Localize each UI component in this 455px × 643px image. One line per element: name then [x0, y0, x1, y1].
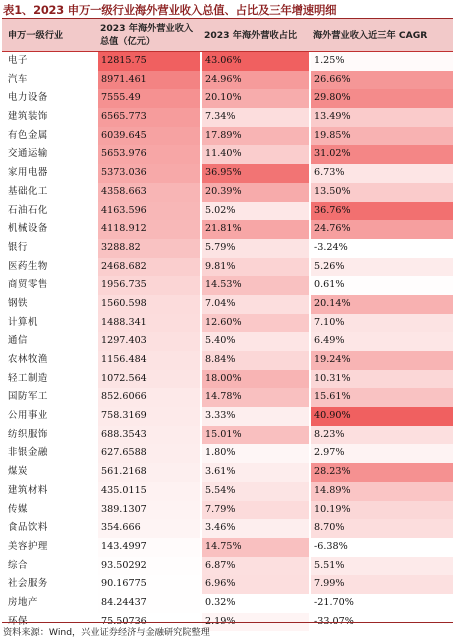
share-cell: 14.78% [202, 388, 309, 407]
table-row [2, 202, 453, 221]
table-row [2, 407, 453, 426]
revenue-cell: 4118.912 [98, 220, 200, 239]
share-cell: 15.01% [202, 426, 309, 445]
revenue-cell: 5373.036 [98, 164, 200, 183]
industry-cell: 美容护理 [8, 540, 48, 552]
industry-cell: 电子 [8, 55, 28, 66]
industry-cell: 计算机 [8, 316, 38, 328]
industry-cell: 综合 [8, 559, 28, 571]
share-cell: 0.32% [202, 594, 309, 613]
industry-cell: 银行 [8, 241, 28, 253]
cagr-cell: 10.31% [311, 370, 453, 389]
share-cell: 8.84% [202, 351, 309, 370]
cagr-cell: 0.61% [311, 276, 453, 295]
revenue-cell: 1156.484 [98, 351, 200, 370]
cagr-cell: 5.26% [311, 258, 453, 277]
share-cell: 7.34% [202, 108, 309, 127]
industry-cell: 商贸零售 [8, 279, 48, 291]
industry-cell: 机械设备 [8, 223, 48, 235]
industry-cell: 家用电器 [8, 167, 48, 179]
revenue-cell: 852.6066 [98, 388, 200, 407]
share-cell: 6.96% [202, 575, 309, 594]
share-cell: 14.53% [202, 276, 309, 295]
cagr-cell: 10.19% [311, 501, 453, 520]
share-cell: 3.61% [202, 463, 309, 482]
table-row [2, 183, 453, 202]
cagr-cell: 15.61% [311, 388, 453, 407]
share-cell: 9.81% [202, 258, 309, 277]
cagr-cell: 6.73% [311, 164, 453, 183]
industry-cell: 建筑材料 [8, 484, 48, 496]
share-cell: 14.75% [202, 538, 309, 557]
industry-cell: 建筑装饰 [8, 111, 48, 123]
revenue-cell: 2468.682 [98, 258, 200, 277]
table-row [2, 108, 453, 127]
cagr-cell: -3.24% [311, 239, 453, 258]
revenue-cell: 93.50292 [98, 557, 200, 576]
revenue-cell: 1488.341 [98, 314, 200, 333]
share-cell: 5.79% [202, 239, 309, 258]
cagr-cell: 14.89% [311, 482, 453, 501]
revenue-cell: 758.3169 [98, 407, 200, 426]
table-row [2, 258, 453, 277]
industry-cell: 社会服务 [8, 578, 48, 590]
cagr-cell: 26.66% [311, 71, 453, 90]
cagr-cell: 19.24% [311, 351, 453, 370]
table-row [2, 388, 453, 407]
revenue-cell: 3288.82 [98, 239, 200, 258]
revenue-cell: 4358.663 [98, 183, 200, 202]
cagr-cell: 24.76% [311, 220, 453, 239]
industry-cell: 交通运输 [8, 148, 48, 160]
share-cell: 20.10% [202, 89, 309, 108]
table-row [2, 463, 453, 482]
cagr-cell: 2.97% [311, 444, 453, 463]
revenue-cell: 1560.598 [98, 295, 200, 314]
table-row [2, 575, 453, 594]
cagr-cell: 31.02% [311, 145, 453, 164]
table-row [2, 276, 453, 295]
industry-cell: 传媒 [8, 503, 28, 515]
table-row [2, 314, 453, 333]
cagr-cell: 8.70% [311, 519, 453, 538]
header-revenue: 2023 年海外营业收入总值（亿元） [100, 23, 194, 47]
table-row [2, 239, 453, 258]
cagr-cell: 28.23% [311, 463, 453, 482]
table-row [2, 145, 453, 164]
table-row [2, 426, 453, 445]
cagr-cell: -21.70% [311, 594, 453, 613]
table-row [2, 594, 453, 613]
share-cell: 5.40% [202, 332, 309, 351]
industry-cell: 钢铁 [8, 297, 28, 309]
revenue-cell: 4163.596 [98, 202, 200, 221]
revenue-cell: 1956.735 [98, 276, 200, 295]
cagr-cell: 40.90% [311, 407, 453, 426]
revenue-cell: 435.0115 [98, 482, 200, 501]
share-cell: 24.96% [202, 71, 309, 90]
footer-divider [2, 622, 453, 623]
cagr-cell: 5.51% [311, 557, 453, 576]
cagr-cell: 36.76% [311, 202, 453, 221]
revenue-cell: 1072.564 [98, 370, 200, 389]
industry-cell: 汽车 [8, 73, 28, 85]
share-cell: 3.33% [202, 407, 309, 426]
revenue-cell: 688.3543 [98, 426, 200, 445]
share-cell: 1.80% [202, 444, 309, 463]
cagr-cell: -6.38% [311, 538, 453, 557]
revenue-cell: 143.4997 [98, 538, 200, 557]
industry-cell: 基础化工 [8, 185, 48, 197]
industry-cell: 石油石化 [8, 204, 48, 216]
revenue-cell: 389.1307 [98, 501, 200, 520]
industry-cell: 通信 [8, 335, 28, 347]
table-row [2, 220, 453, 239]
revenue-cell: 8971.461 [98, 71, 200, 90]
share-cell: 18.00% [202, 370, 309, 389]
header-cagr: 海外营业收入近三年 CAGR [313, 29, 428, 41]
table-row [2, 519, 453, 538]
share-cell: 11.40% [202, 145, 309, 164]
cagr-cell: 8.23% [311, 426, 453, 445]
cagr-cell: 7.99% [311, 575, 453, 594]
source-note: 资料来源：Wind，兴业证券经济与金融研究院整理 [3, 627, 210, 638]
share-cell: 36.95% [202, 164, 309, 183]
cagr-cell: 13.50% [311, 183, 453, 202]
industry-cell: 农林牧渔 [8, 354, 48, 365]
revenue-cell: 12815.75 [98, 52, 200, 71]
share-cell: 43.06% [202, 52, 309, 71]
share-cell: 17.89% [202, 127, 309, 146]
revenue-cell: 5653.976 [98, 145, 200, 164]
industry-cell: 公用事业 [8, 410, 48, 422]
industry-cell: 轻工制造 [8, 372, 48, 384]
table-row [2, 52, 453, 71]
header-industry: 申万一级行业 [8, 29, 64, 41]
share-cell: 7.79% [202, 501, 309, 520]
share-cell: 6.87% [202, 557, 309, 576]
industry-cell: 有色金属 [8, 129, 48, 141]
revenue-cell: 6565.773 [98, 108, 200, 127]
table-row [2, 501, 453, 520]
table-row [2, 71, 453, 90]
table-header [2, 19, 453, 52]
share-cell: 21.81% [202, 220, 309, 239]
cagr-cell: 1.25% [311, 52, 453, 71]
table-row [2, 370, 453, 389]
header-share: 2023 年海外营收占比 [204, 29, 298, 41]
cagr-cell: 13.49% [311, 108, 453, 127]
cagr-cell: 19.85% [311, 127, 453, 146]
cagr-cell: 6.49% [311, 332, 453, 351]
share-cell: 5.02% [202, 202, 309, 221]
table-row [2, 295, 453, 314]
industry-cell: 电力设备 [8, 92, 48, 104]
table-body [2, 52, 453, 631]
revenue-cell: 561.2168 [98, 463, 200, 482]
table-row [2, 332, 453, 351]
table-row [2, 89, 453, 108]
share-cell: 20.39% [202, 183, 309, 202]
cagr-cell: 29.80% [311, 89, 453, 108]
revenue-cell: 90.16775 [98, 575, 200, 594]
share-cell: 7.04% [202, 295, 309, 314]
table-title: 表1、2023 申万一级行业海外营业收入总值、占比及三年增速明细 [3, 3, 337, 17]
industry-cell: 食品饮料 [8, 522, 48, 534]
table-row [2, 127, 453, 146]
table-row [2, 482, 453, 501]
industry-cell: 医药生物 [8, 260, 48, 272]
revenue-cell: 7555.49 [98, 89, 200, 108]
revenue-cell: 354.666 [98, 519, 200, 538]
share-cell: 5.54% [202, 482, 309, 501]
table-row [2, 538, 453, 557]
industry-cell: 纺织服饰 [8, 428, 48, 440]
revenue-cell: 1297.403 [98, 332, 200, 351]
share-cell: 12.60% [202, 314, 309, 333]
table-row [2, 444, 453, 463]
industry-cell: 非银金融 [8, 447, 48, 459]
revenue-cell: 6039.645 [98, 127, 200, 146]
table-row [2, 557, 453, 576]
table-row [2, 164, 453, 183]
industry-cell: 煤炭 [8, 466, 28, 478]
cagr-cell: 7.10% [311, 314, 453, 333]
cagr-cell: 20.14% [311, 295, 453, 314]
revenue-cell: 627.6588 [98, 444, 200, 463]
revenue-cell: 84.24437 [98, 594, 200, 613]
industry-cell: 国防军工 [8, 391, 48, 403]
share-cell: 3.46% [202, 519, 309, 538]
table-row [2, 351, 453, 370]
industry-cell: 房地产 [8, 596, 38, 608]
